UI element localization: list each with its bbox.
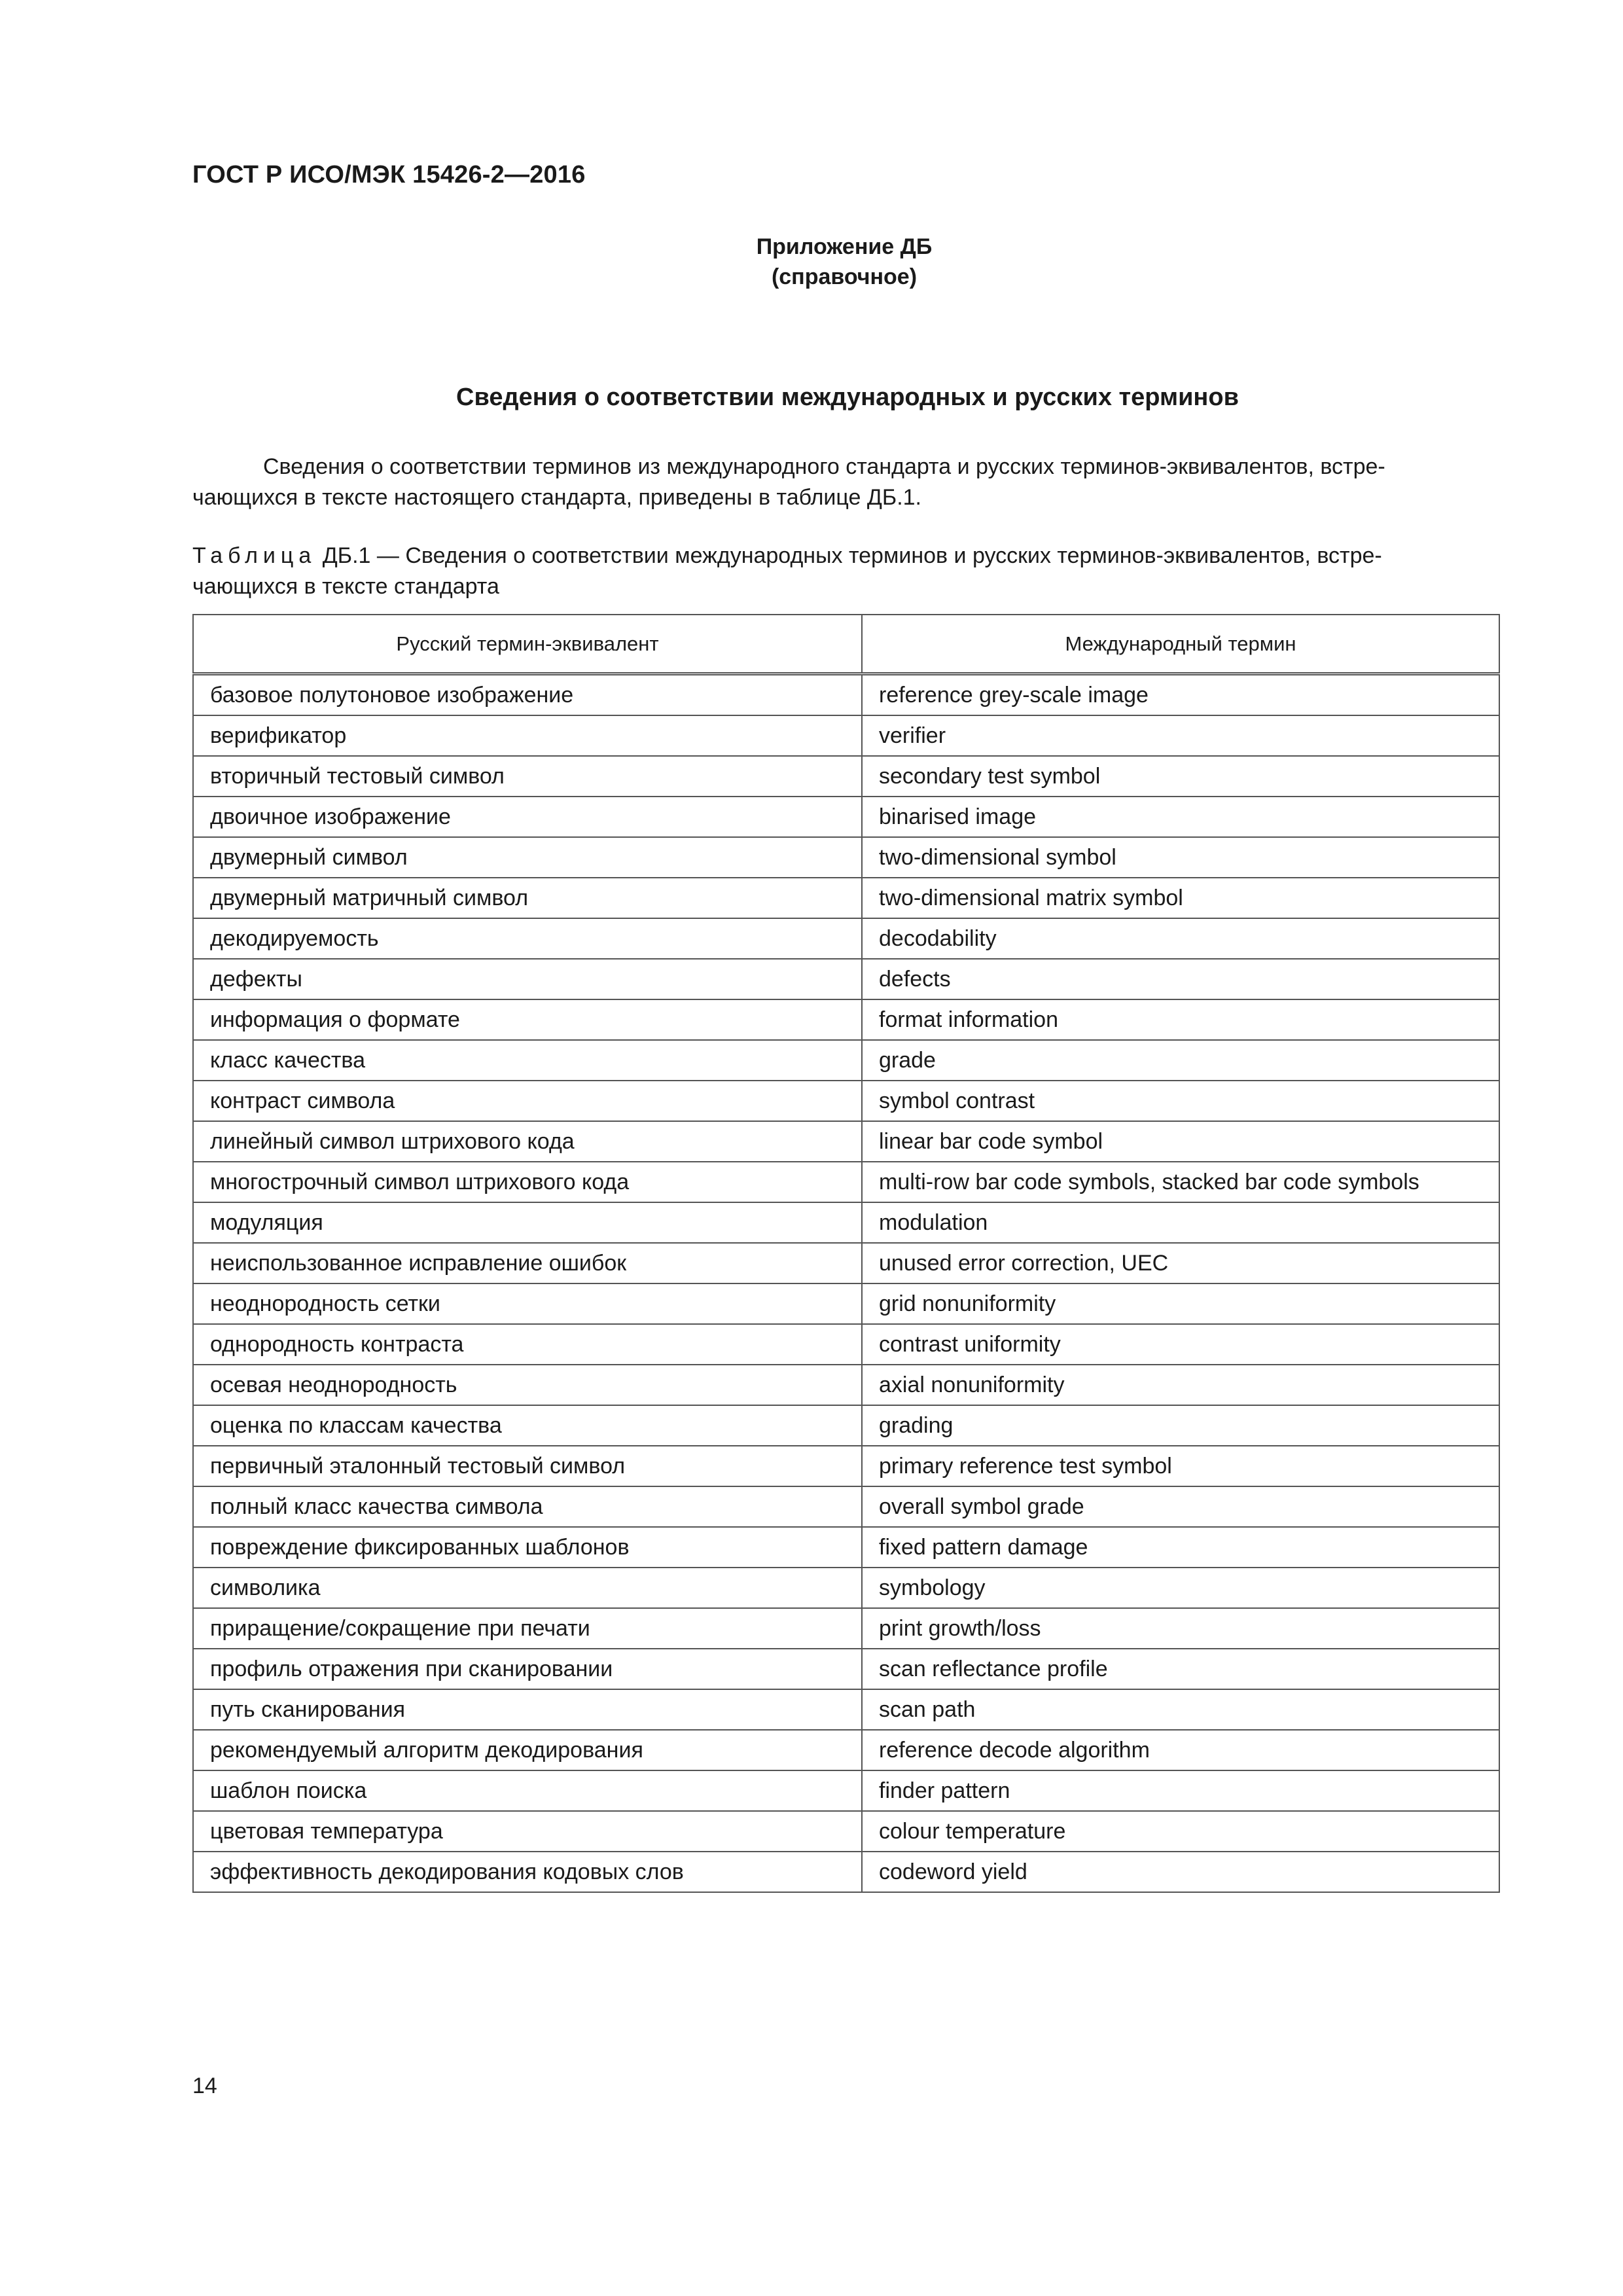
table-row [193, 999, 1499, 1040]
russian-term-cell: рекомендуемый алгоритм декодирования [193, 1730, 862, 1770]
table-row [193, 1608, 1499, 1649]
international-term-cell: print growth/loss [862, 1608, 1499, 1649]
international-term-cell: overall symbol grade [862, 1486, 1499, 1527]
table-caption [192, 541, 1504, 602]
intro-line-2: чающихся в тексте настоящего стандарта, приведены в таблице ДБ.1. [192, 485, 921, 510]
international-term-cell: binarised image [862, 797, 1499, 837]
russian-term-cell: базовое полутоновое изображение [193, 674, 862, 716]
table-row [193, 797, 1499, 837]
russian-term-cell: декодируемость [193, 918, 862, 959]
russian-term-cell: двумерный символ [193, 837, 862, 878]
russian-term-cell: первичный эталонный тестовый символ [193, 1446, 862, 1486]
russian-term-cell: верификатор [193, 715, 862, 756]
table-row [193, 878, 1499, 918]
russian-term-cell: класс качества [193, 1040, 862, 1081]
international-term-cell: primary reference test symbol [862, 1446, 1499, 1486]
russian-term-cell: оценка по классам качества [193, 1405, 862, 1446]
table-row [193, 1446, 1499, 1486]
table-row [193, 1811, 1499, 1852]
intro-paragraph [192, 452, 1504, 513]
international-term-cell: scan reflectance profile [862, 1649, 1499, 1689]
table-row [193, 1689, 1499, 1730]
table-caption-line-2: чающихся в тексте стандарта [192, 574, 499, 599]
international-term-cell: verifier [862, 715, 1499, 756]
table-row [193, 959, 1499, 999]
table-row [193, 837, 1499, 878]
russian-term-cell: путь сканирования [193, 1689, 862, 1730]
international-term-cell: modulation [862, 1202, 1499, 1243]
international-term-cell: two-dimensional symbol [862, 837, 1499, 878]
table-row [193, 1568, 1499, 1608]
table-header-row [193, 615, 1499, 674]
annex-block [0, 232, 1623, 292]
page-number: 14 [192, 2073, 217, 2098]
russian-term-cell: информация о формате [193, 999, 862, 1040]
international-term-cell: grid nonuniformity [862, 1283, 1499, 1324]
russian-term-cell: дефекты [193, 959, 862, 999]
international-term-cell: reference grey-scale image [862, 674, 1499, 716]
russian-term-cell: приращение/сокращение при печати [193, 1608, 862, 1649]
annex-subtitle: (справочное) [771, 264, 918, 289]
table-row [193, 1852, 1499, 1892]
international-term-cell: defects [862, 959, 1499, 999]
russian-term-cell: контраст символа [193, 1081, 862, 1121]
russian-term-cell: двоичное изображение [193, 797, 862, 837]
table-row [193, 715, 1499, 756]
table-caption-line-1: ДБ.1 — Сведения о соответствии международных терминов и русских терминов-эквивалентов, встре- [316, 543, 1382, 568]
table-row [193, 1162, 1499, 1202]
russian-term-cell: двумерный матричный символ [193, 878, 862, 918]
annex-title: Приложение ДБ [756, 234, 933, 259]
table-row [193, 918, 1499, 959]
international-term-cell: grade [862, 1040, 1499, 1081]
international-term-cell: unused error correction, UEC [862, 1243, 1499, 1283]
table-row [193, 1770, 1499, 1811]
international-term-cell: codeword yield [862, 1852, 1499, 1892]
table-row [193, 1649, 1499, 1689]
table-caption-label: Таблица [192, 543, 317, 568]
table-row [193, 1486, 1499, 1527]
international-term-cell: symbology [862, 1568, 1499, 1608]
international-term-cell: contrast uniformity [862, 1324, 1499, 1365]
russian-term-cell: профиль отражения при сканировании [193, 1649, 862, 1689]
international-term-cell: format information [862, 999, 1499, 1040]
international-term-cell: axial nonuniformity [862, 1365, 1499, 1405]
column-header-russian: Русский термин-эквивалент [193, 615, 862, 674]
international-term-cell: colour temperature [862, 1811, 1499, 1852]
russian-term-cell: линейный символ штрихового кода [193, 1121, 862, 1162]
international-term-cell: grading [862, 1405, 1499, 1446]
table-row [193, 1527, 1499, 1568]
international-term-cell: secondary test symbol [862, 756, 1499, 797]
table-row [193, 1730, 1499, 1770]
document-code: ГОСТ Р ИСО/МЭК 15426-2—2016 [192, 161, 586, 188]
russian-term-cell: вторичный тестовый символ [193, 756, 862, 797]
table-row [193, 1243, 1499, 1283]
table-row [193, 1365, 1499, 1405]
intro-line-1: Сведения о соответствии терминов из международного стандарта и русских терминов-эквивалентов, встре- [263, 454, 1385, 479]
russian-term-cell: полный класс качества символа [193, 1486, 862, 1527]
russian-term-cell: однородность контраста [193, 1324, 862, 1365]
table-row [193, 1121, 1499, 1162]
table-row [193, 1324, 1499, 1365]
russian-term-cell: модуляция [193, 1202, 862, 1243]
russian-term-cell: повреждение фиксированных шаблонов [193, 1527, 862, 1568]
international-term-cell: linear bar code symbol [862, 1121, 1499, 1162]
table-row [193, 756, 1499, 797]
table-row [193, 1202, 1499, 1243]
international-term-cell: finder pattern [862, 1770, 1499, 1811]
international-term-cell: symbol contrast [862, 1081, 1499, 1121]
table-row [193, 1081, 1499, 1121]
table-row [193, 1283, 1499, 1324]
international-term-cell: fixed pattern damage [862, 1527, 1499, 1568]
international-term-cell: two-dimensional matrix symbol [862, 878, 1499, 918]
russian-term-cell: символика [193, 1568, 862, 1608]
international-term-cell: multi-row bar code symbols, stacked bar code symbols [862, 1162, 1499, 1202]
column-header-international: Международный термин [862, 615, 1499, 674]
table-row [193, 674, 1499, 716]
russian-term-cell: эффективность декодирования кодовых слов [193, 1852, 862, 1892]
russian-term-cell: неиспользованное исправление ошибок [193, 1243, 862, 1283]
international-term-cell: decodability [862, 918, 1499, 959]
table-row [193, 1405, 1499, 1446]
terms-table [192, 614, 1500, 1893]
section-heading: Сведения о соответствии международных и русских терминов [456, 384, 1239, 411]
international-term-cell: scan path [862, 1689, 1499, 1730]
russian-term-cell: многострочный символ штрихового кода [193, 1162, 862, 1202]
table-row [193, 1040, 1499, 1081]
russian-term-cell: осевая неоднородность [193, 1365, 862, 1405]
terms-table-body [193, 674, 1499, 1893]
russian-term-cell: цветовая температура [193, 1811, 862, 1852]
russian-term-cell: неоднородность сетки [193, 1283, 862, 1324]
russian-term-cell: шаблон поиска [193, 1770, 862, 1811]
international-term-cell: reference decode algorithm [862, 1730, 1499, 1770]
